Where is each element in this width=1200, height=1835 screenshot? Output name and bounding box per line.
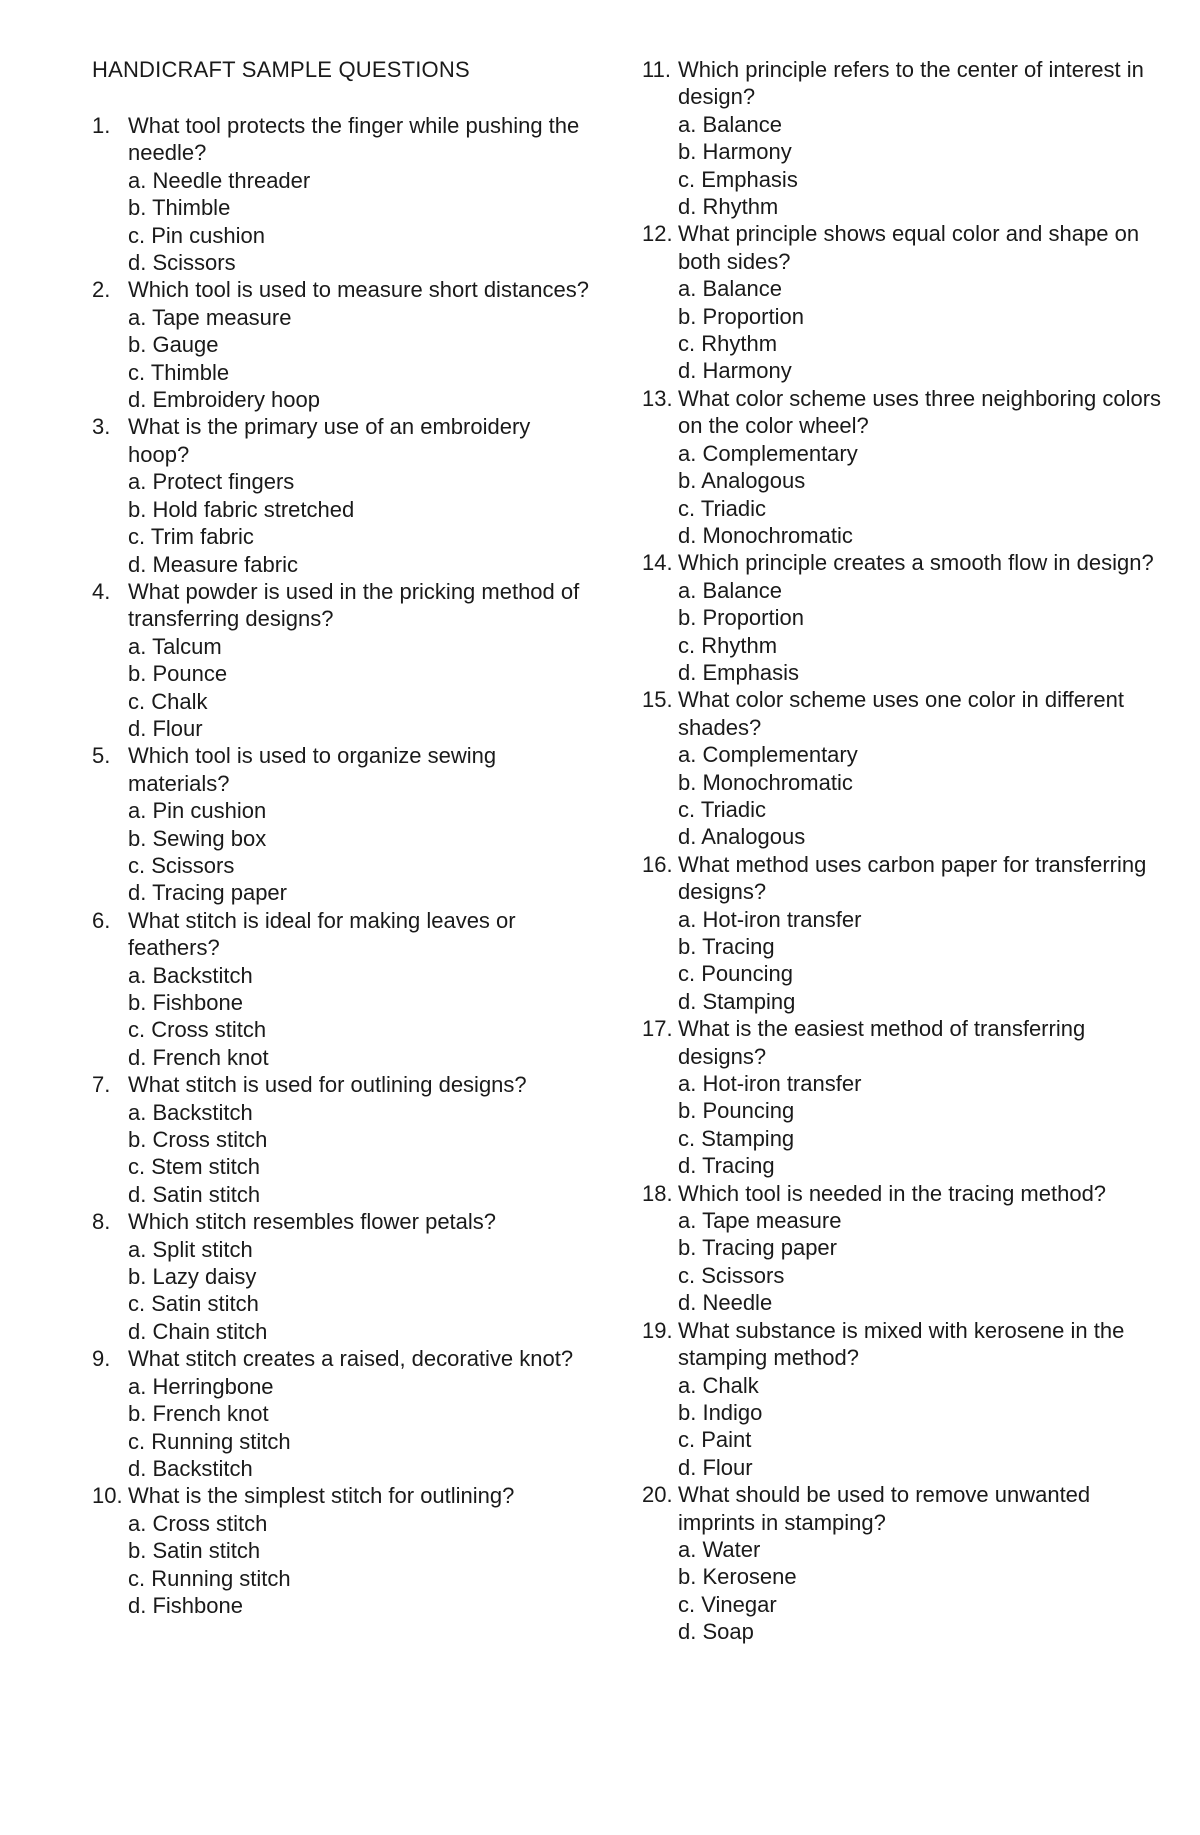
answer-option: c. Pouncing [678,961,793,987]
answer-option: c. Rhythm [678,632,778,658]
question-stem [642,686,1162,741]
answer-option: d. French knot [128,1044,269,1070]
answer-option: c. Trim fabric [128,524,254,550]
question-stem [642,56,1162,111]
answer-option: d. Flour [128,715,203,741]
question-text: Which tool is needed in the tracing method? [678,1180,1107,1206]
answer-option: c. Cross stitch [128,1017,267,1043]
question-number: 13. [642,385,673,411]
answer-option: d. Satin stitch [128,1181,261,1207]
question-number: 19. [642,1317,673,1343]
answer-option: d. Needle [678,1290,773,1316]
question-stem [642,220,1162,275]
answer-option: a. Needle threader [128,167,311,193]
question-item [92,413,592,577]
question-item [92,276,592,413]
answer-option: b. Cross stitch [128,1127,268,1153]
answer-option: b. Thimble [128,195,231,221]
answer-option: b. French knot [128,1401,269,1427]
question-text: Which stitch resembles flower petals? [128,1209,497,1235]
question-item [92,578,592,742]
question-text: What tool protects the finger while pushing the needle? [128,113,580,166]
answer-option: b. Sewing box [128,825,267,851]
question-number: 11. [642,57,671,82]
question-stem [92,1345,592,1372]
question-text: What method uses carbon paper for transferring designs? [678,851,1147,905]
answer-option: c. Scissors [678,1262,785,1288]
answer-option: d. Stamping [678,988,796,1014]
answer-option: a. Complementary [678,742,858,768]
question-item [642,549,1162,686]
question-stem [92,742,592,797]
question-number: 4. [92,578,111,604]
answer-option: d. Measure fabric [128,551,298,577]
answer-option: d. Tracing [678,1153,775,1179]
answer-option: c. Satin stitch [128,1291,259,1317]
answer-option: b. Fishbone [128,990,243,1015]
answer-option: b. Gauge [128,332,219,358]
answer-option: b. Indigo [678,1399,763,1425]
question-stem [92,276,592,303]
question-item [92,112,592,276]
answer-option: d. Emphasis [678,659,800,685]
answer-option: a. Water [678,1536,761,1562]
question-item [92,742,592,906]
question-text: What should be used to remove unwanted imprints in stamping? [678,1482,1091,1535]
question-stem [642,851,1162,906]
answer-option: b. Tracing [678,934,775,959]
question-number: 7. [92,1072,111,1098]
question-item [642,1317,1162,1481]
answer-option: a. Talcum [128,633,222,659]
answer-option: d. Rhythm [678,194,779,220]
question-item [92,1482,592,1619]
answer-option: c. Stamping [678,1125,795,1151]
question-item [642,56,1162,220]
answer-option: a. Cross stitch [128,1510,268,1536]
answer-option: d. Fishbone [128,1592,243,1618]
question-number: 2. [92,277,111,303]
question-number: 17. [642,1016,673,1042]
question-stem [92,1071,592,1098]
question-stem [642,549,1162,576]
question-item [642,1481,1162,1645]
question-stem [92,1208,592,1235]
answer-option: d. Monochromatic [678,522,853,548]
answer-option: a. Pin cushion [128,798,267,824]
answer-option: b. Pouncing [678,1098,795,1124]
question-stem [92,907,592,962]
answer-option: d. Backstitch [128,1455,253,1481]
answer-option: b. Proportion [678,605,804,631]
question-stem [642,1180,1162,1207]
answer-option: a. Hot-iron transfer [678,1071,862,1097]
answer-option: a. Backstitch [128,1099,253,1125]
question-number: 5. [92,743,111,769]
answer-option: d. Flour [678,1454,753,1480]
question-item [92,1208,592,1345]
question-stem [92,1482,592,1509]
question-item [92,1071,592,1208]
question-number: 10. [92,1483,123,1509]
question-stem [642,385,1162,440]
answer-option: d. Analogous [678,824,806,850]
question-stem [642,1317,1162,1372]
question-stem [642,1015,1162,1070]
question-number: 8. [92,1209,111,1235]
question-stem [92,413,592,468]
answer-option: a. Herringbone [128,1373,274,1399]
answer-option: a. Chalk [678,1372,759,1398]
answer-option: c. Emphasis [678,166,798,192]
answer-option: b. Satin stitch [128,1538,261,1564]
question-item [642,1180,1162,1317]
answer-option: d. Scissors [128,250,236,276]
answer-option: b. Lazy daisy [128,1264,257,1290]
answer-option: c. Pin cushion [128,222,265,248]
answer-option: a. Protect fingers [128,469,295,495]
question-number: 16. [642,851,673,877]
right-column [642,56,1162,1646]
question-text: What is the simplest stitch for outlining? [128,1483,515,1509]
answer-option: c. Thimble [128,359,230,385]
answer-option: c. Chalk [128,688,208,714]
answer-option: b. Hold fabric stretched [128,496,355,522]
answer-option: d. Embroidery hoop [128,387,320,413]
question-text: What color scheme uses one color in different shades? [678,687,1124,740]
answer-option: a. Balance [678,111,782,137]
question-item [642,686,1162,850]
question-text: What powder is used in the pricking method of transferring designs? [128,578,580,632]
answer-option: d. Tracing paper [128,880,287,906]
question-item [642,1015,1162,1179]
answer-option: a. Hot-iron transfer [678,906,862,932]
answer-option: c. Triadic [678,495,767,521]
answer-option: c. Triadic [678,796,767,822]
question-text: What is the primary use of an embroidery hoop? [128,414,531,467]
answer-option: a. Balance [678,577,782,603]
answer-option: c. Running stitch [128,1428,291,1454]
question-number: 3. [92,414,111,440]
question-number: 9. [92,1346,111,1372]
answer-option: a. Tape measure [128,304,292,330]
answer-option: d. Chain stitch [128,1318,268,1344]
question-text: What is the easiest method of transferring designs? [678,1016,1086,1069]
answer-option: a. Balance [678,276,782,302]
question-text: What stitch creates a raised, decorative knot? [128,1346,574,1372]
question-stem [642,1481,1162,1536]
question-text: Which tool is used to measure short distances? [128,277,590,303]
question-text: What principle shows equal color and shape on both sides? [678,221,1140,274]
answer-option: b. Monochromatic [678,769,853,795]
question-text: What substance is mixed with kerosene in the stamping method? [678,1317,1125,1371]
question-stem [92,578,592,633]
question-text: What stitch is used for outlining designs? [128,1072,527,1098]
question-item [642,385,1162,549]
question-stem [92,112,592,167]
question-number: 12. [642,221,673,247]
question-item [92,907,592,1071]
question-text: Which principle creates a smooth flow in design? [678,550,1154,576]
answer-option: b. Harmony [678,139,792,165]
answer-option: c. Rhythm [678,331,778,357]
answer-option: a. Split stitch [128,1236,253,1262]
answer-option: c. Running stitch [128,1565,291,1591]
question-text: Which tool is used to organize sewing materials? [128,743,497,796]
answer-option: c. Scissors [128,852,235,878]
answer-option: d. Soap [678,1619,754,1645]
question-number: 15. [642,687,673,713]
answer-option: b. Kerosene [678,1564,797,1590]
question-number: 1. [92,113,111,138]
answer-option: a. Complementary [678,440,858,466]
answer-option: c. Stem stitch [128,1154,261,1180]
answer-option: c. Vinegar [678,1591,777,1617]
question-item [92,1345,592,1482]
question-text: Which principle refers to the center of interest in design? [678,57,1144,110]
answer-option: b. Proportion [678,303,804,329]
question-number: 18. [642,1180,673,1206]
answer-option: a. Tape measure [678,1208,842,1234]
question-text: What color scheme uses three neighboring colors on the color wheel? [678,385,1162,439]
question-item [642,220,1162,384]
question-number: 14. [642,550,673,576]
answer-option: d. Harmony [678,358,792,384]
answer-option: b. Tracing paper [678,1235,837,1261]
question-number: 20. [642,1482,673,1508]
left-column [92,112,592,1619]
document-title: HANDICRAFT SAMPLE QUESTIONS [92,57,470,82]
answer-option: a. Backstitch [128,962,253,988]
answer-option: b. Pounce [128,661,228,687]
question-item [642,851,1162,1015]
answer-option: c. Paint [678,1427,752,1453]
question-number: 6. [92,907,111,933]
answer-option: b. Analogous [678,468,806,494]
question-text: What stitch is ideal for making leaves or feathers? [128,907,516,961]
